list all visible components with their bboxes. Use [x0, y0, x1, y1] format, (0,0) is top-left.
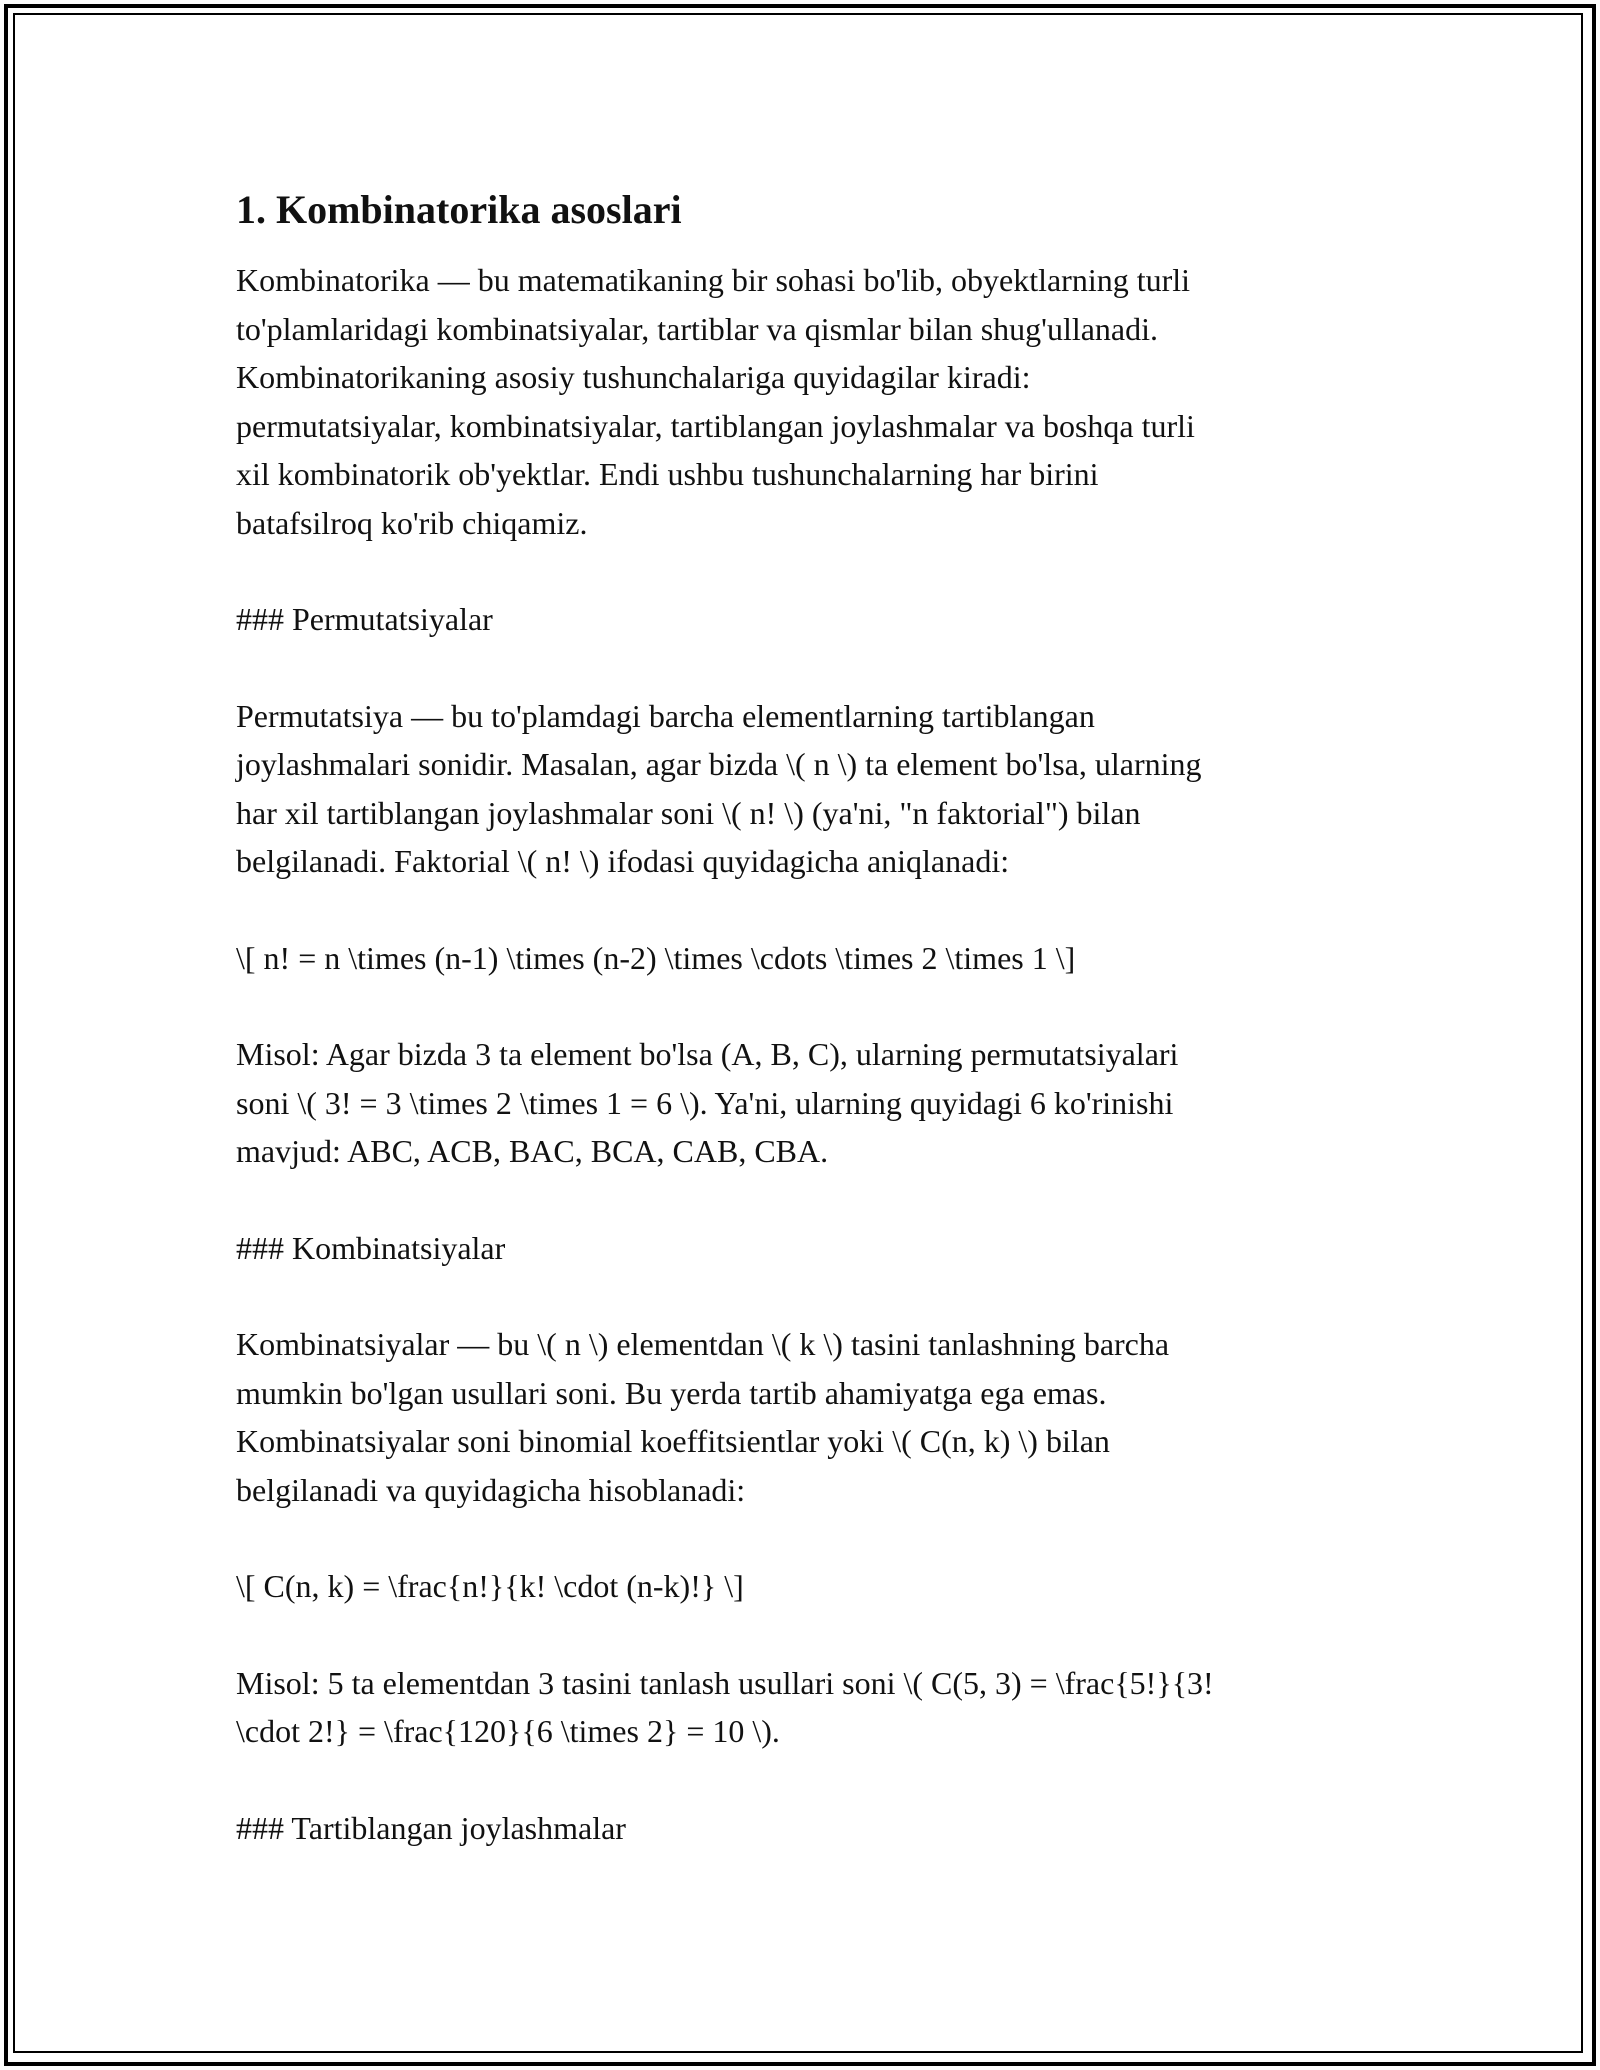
combinations-paragraph: Kombinatsiyalar — bu \( n \) elementdan \( k \) tasini tanlashning barcha mumkin bo'lgan usullari soni. Bu yerda tartib ahamiyatga ega emas. Kombinatsiyalar soni binomial koeffitsientlar yoki \( C(n, k) \) bilan belgilanadi va quyidagicha hisoblanadi: [236, 1326, 1170, 1508]
permutations-example: Misol: Agar bizda 3 ta element bo'lsa (A, B, C), ularning permutatsiyalari soni \( 3! = 3 \times 2 \times 1 = 6 \). Ya'ni, ularning quyidagi 6 ko'rinishi mavjud: ABC, ACB, BAC, BCA, CAB, CBA. [236, 1036, 1179, 1169]
document-body [236, 186, 1376, 1900]
factorial-formula: \[ n! = n \times (n-1) \times (n-2) \times \cdots \times 2 \times 1 \] [236, 939, 1076, 976]
permutations-heading: ### Permutatsiyalar [236, 601, 493, 637]
combinations-formula: \[ C(n, k) = \frac{n!}{k! \cdot (n-k)!} \] [236, 1568, 744, 1604]
arrangements-heading: ### Tartiblangan joylashmalar [236, 1809, 626, 1846]
section-title: 1. Kombinatorika asoslari [236, 187, 682, 232]
permutations-paragraph: Permutatsiya — bu to'plamdagi barcha elementlarning tartiblangan joylashmalari sonidir. Masalan, agar bizda \( n \) ta element bo'lsa, ularning har xil tartiblangan joylashmalar soni \( n! \) (ya'ni, "n faktorial") bilan belgilanadi. Faktorial \( n! \) ifodasi quyidagicha aniqlanadi: [236, 697, 1202, 879]
combinations-example: Misol: 5 ta elementdan 3 tasini tanlash usullari soni \( C(5, 3) = \frac{5!}{3! \cdot 2!} = \frac{120}{6 \times 2} = 10 \). [236, 1664, 1214, 1749]
intro-paragraph: Kombinatorika — bu matematikaning bir sohasi bo'lib, obyektlarning turli to'plamlaridagi kombinatsiyalar, tartiblar va qismlar bilan shug'ullanadi. Kombinatorikaning asosiy tushunchalariga quyidagilar kiradi: permutatsiyalar, kombinatsiyalar, tartiblangan joylashmalar va boshqa turli xil kombinatorik ob'yektlar. Endi ushbu tushunchalarning har birini batafsilroq ko'rib chiqamiz. [236, 262, 1195, 541]
combinations-heading: ### Kombinatsiyalar [236, 1229, 506, 1266]
